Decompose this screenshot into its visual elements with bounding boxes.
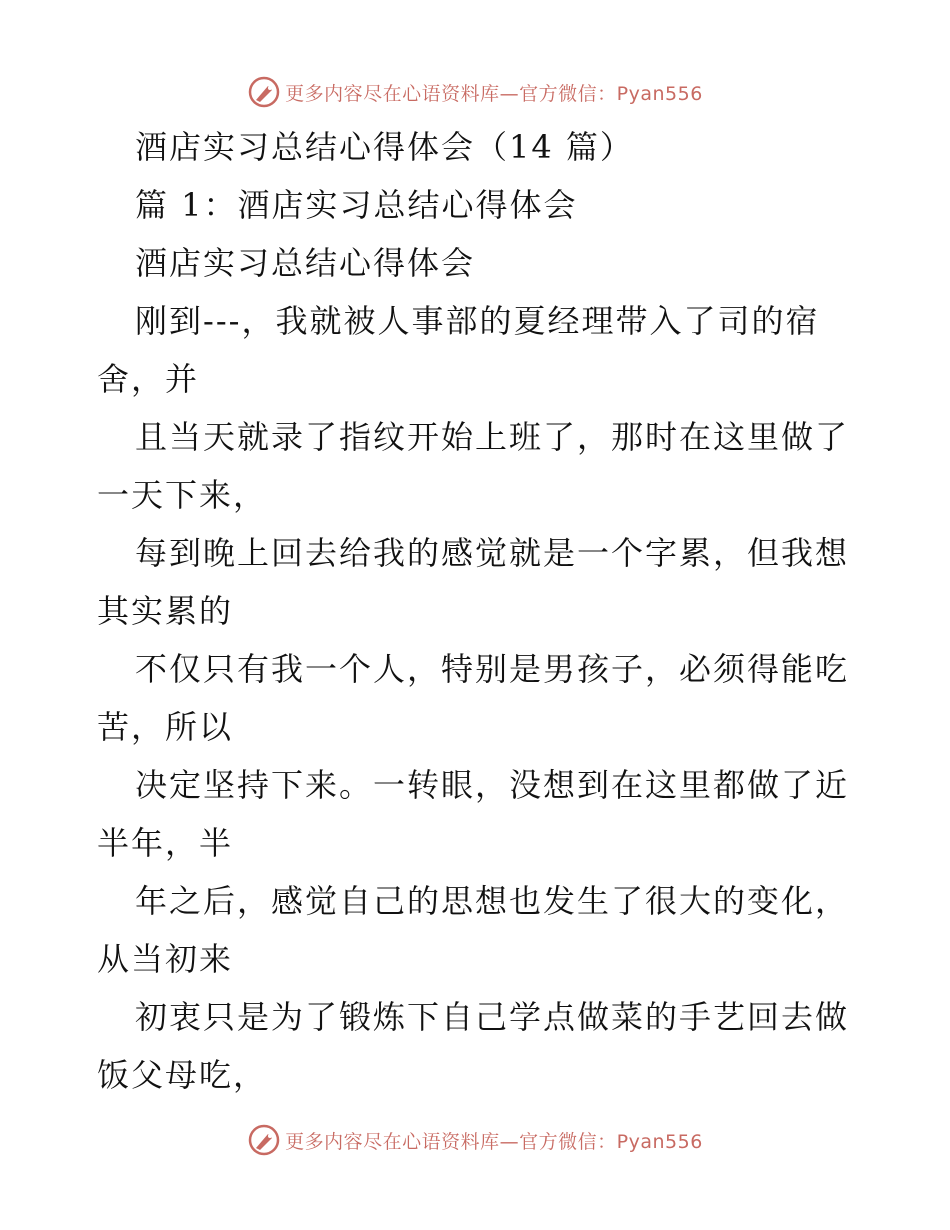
header-banner: [0, 70, 950, 114]
text-line: 每到晚上回去给我的感觉就是一个字累，但我想: [135, 534, 850, 572]
pen-logo-icon: [247, 1123, 281, 1157]
document-body: [97, 118, 857, 1104]
pen-logo-icon: [247, 75, 281, 109]
text-line: 其实累的: [97, 592, 234, 630]
text-line: 不仅只有我一个人，特别是男孩子，必须得能吃: [135, 650, 850, 688]
text-line: 酒店实习总结心得体会（14 篇）: [135, 128, 634, 166]
footer-banner: [0, 1118, 950, 1162]
text-line: 刚到---，我就被人事部的夏经理带入了司的宿: [135, 302, 820, 340]
text-line: 酒店实习总结心得体会: [135, 244, 476, 282]
text-line: 且当天就录了指纹开始上班了，那时在这里做了: [135, 418, 850, 456]
footer-banner-text: 更多内容尽在心语资料库—官方微信：Pyan556: [285, 1130, 703, 1153]
text-line: 初衷只是为了锻炼下自己学点做菜的手艺回去做: [135, 998, 850, 1036]
text-line: 舍，并: [97, 360, 200, 398]
text-line: 篇 1：酒店实习总结心得体会: [135, 186, 578, 224]
header-banner-text: 更多内容尽在心语资料库—官方微信：Pyan556: [285, 82, 703, 105]
text-line: 半年，半: [97, 824, 234, 862]
text-line: 年之后，感觉自己的思想也发生了很大的变化，: [135, 882, 850, 920]
text-line: 决定坚持下来。一转眼，没想到在这里都做了近: [135, 766, 850, 804]
text-line: 苦，所以: [97, 708, 234, 746]
text-line: 饭父母吃，: [97, 1056, 268, 1094]
text-line: 一天下来，: [97, 476, 268, 514]
text-line: 从当初来: [97, 940, 234, 978]
